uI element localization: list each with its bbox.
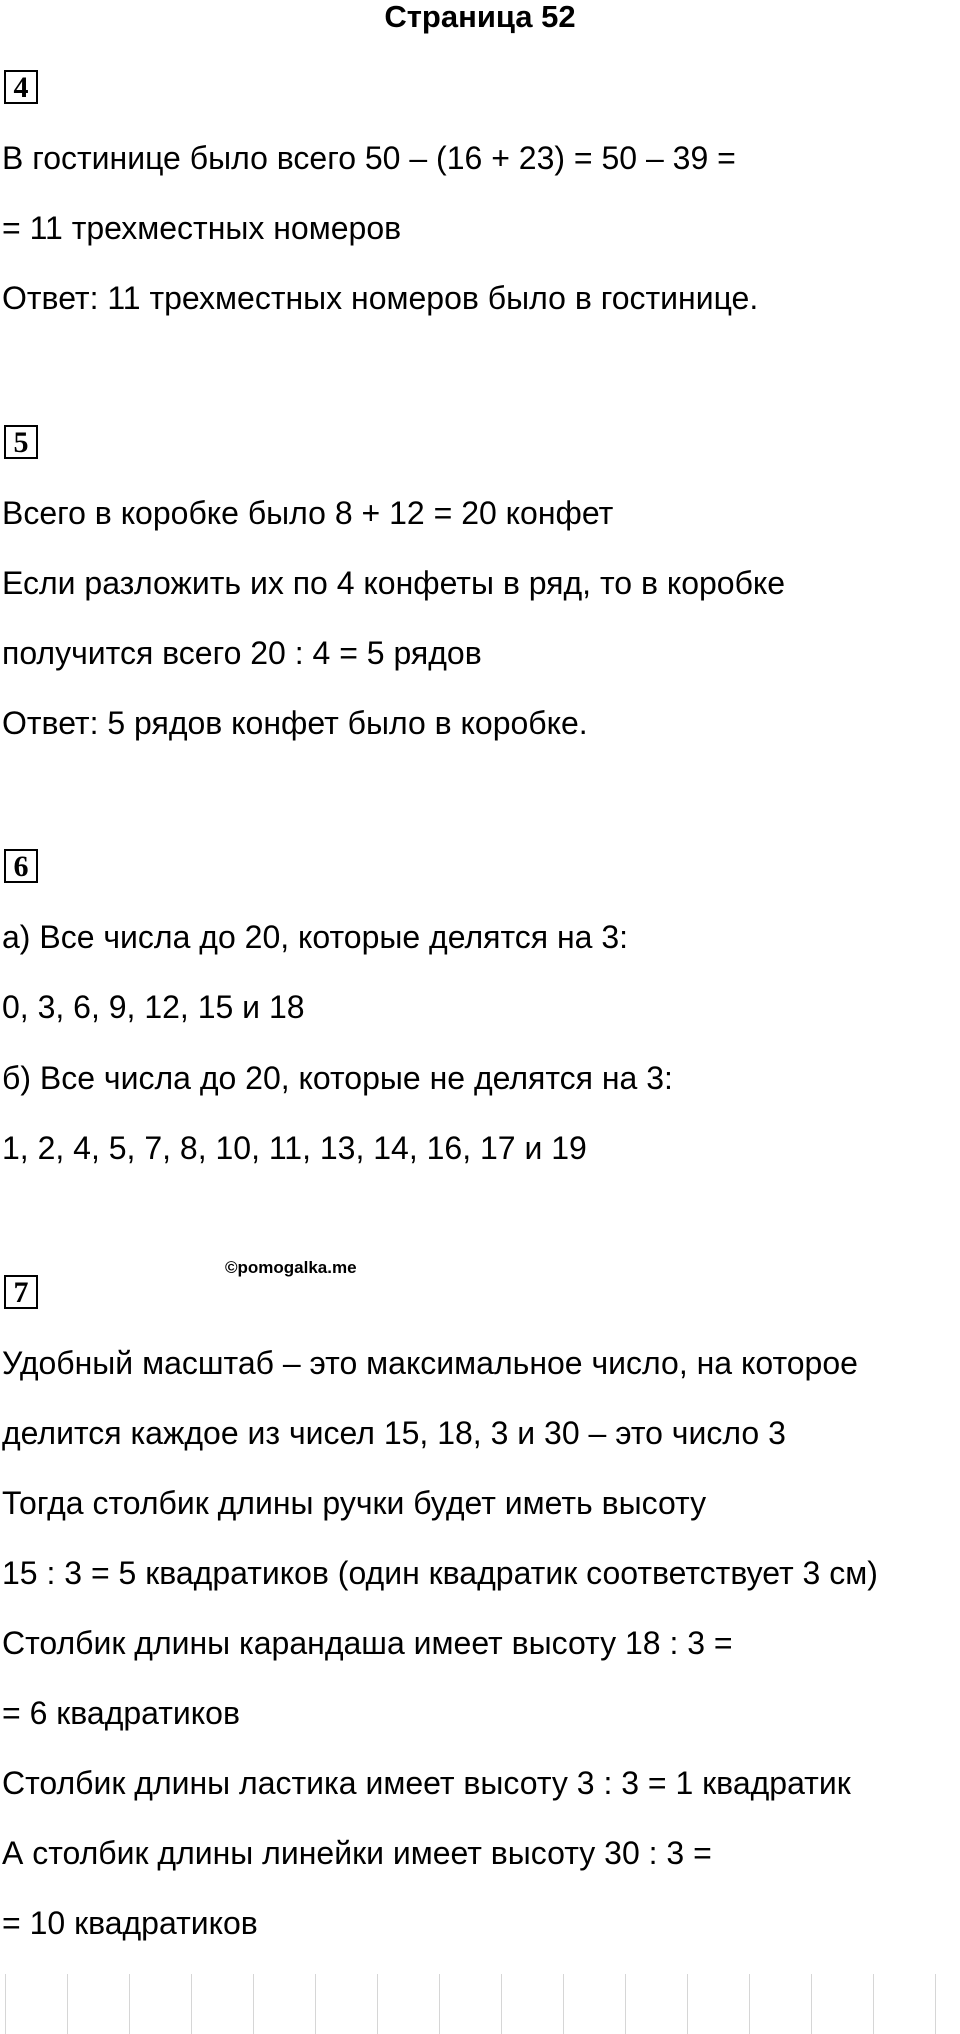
task-7-line-5: Столбик длины карандаша имеет высоту 18 : 3 = bbox=[2, 1625, 733, 1661]
page-title: Страница 52 bbox=[384, 0, 576, 34]
task-7-line-3: Тогда столбик длины ручки будет иметь высоту bbox=[2, 1485, 707, 1521]
task-5-line-3: получится всего 20 : 4 = 5 рядов bbox=[2, 635, 482, 671]
task-4-line-2: = 11 трехместных номеров bbox=[2, 210, 402, 246]
task-7-line-4: 15 : 3 = 5 квадратиков (один квадратик соответствует 3 см) bbox=[2, 1555, 878, 1591]
task-number-6: 6 bbox=[4, 849, 38, 883]
task-6-line-4: 1, 2, 4, 5, 7, 8, 10, 11, 13, 14, 16, 17 и 19 bbox=[2, 1130, 587, 1166]
task-4-line-3: Ответ: 11 трехместных номеров было в гостинице. bbox=[2, 280, 759, 316]
watermark: ©pomogalka.me bbox=[225, 1258, 357, 1277]
task-7-line-2: делится каждое из чисел 15, 18, 3 и 30 – это число 3 bbox=[2, 1415, 786, 1451]
task-6-line-3: б) Все числа до 20, которые не делятся на 3: bbox=[2, 1060, 673, 1096]
task-number-5: 5 bbox=[4, 425, 38, 459]
task-7-line-6: = 6 квадратиков bbox=[2, 1695, 240, 1731]
task-7-line-8: А столбик длины линейки имеет высоту 30 : 3 = bbox=[2, 1835, 712, 1871]
task-6-line-1: а) Все числа до 20, которые делятся на 3: bbox=[2, 919, 629, 955]
task-7-line-7: Столбик длины ластика имеет высоту 3 : 3 = 1 квадратик bbox=[2, 1765, 851, 1801]
task-4-line-1: В гостинице было всего 50 – (16 + 23) = 50 – 39 = bbox=[2, 140, 736, 176]
task-number-7: 7 bbox=[4, 1275, 38, 1309]
task-6-line-2: 0, 3, 6, 9, 12, 15 и 18 bbox=[2, 989, 305, 1025]
grid-paper-strip bbox=[0, 1974, 960, 2034]
task-7-line-9: = 10 квадратиков bbox=[2, 1905, 258, 1941]
task-5-line-1: Всего в коробке было 8 + 12 = 20 конфет bbox=[2, 495, 614, 531]
task-number-4: 4 bbox=[4, 70, 38, 104]
task-7-line-1: Удобный масштаб – это максимальное число, на которое bbox=[2, 1345, 858, 1381]
task-5-line-2: Если разложить их по 4 конфеты в ряд, то в коробке bbox=[2, 565, 786, 601]
task-5-line-4: Ответ: 5 рядов конфет было в коробке. bbox=[2, 705, 588, 741]
